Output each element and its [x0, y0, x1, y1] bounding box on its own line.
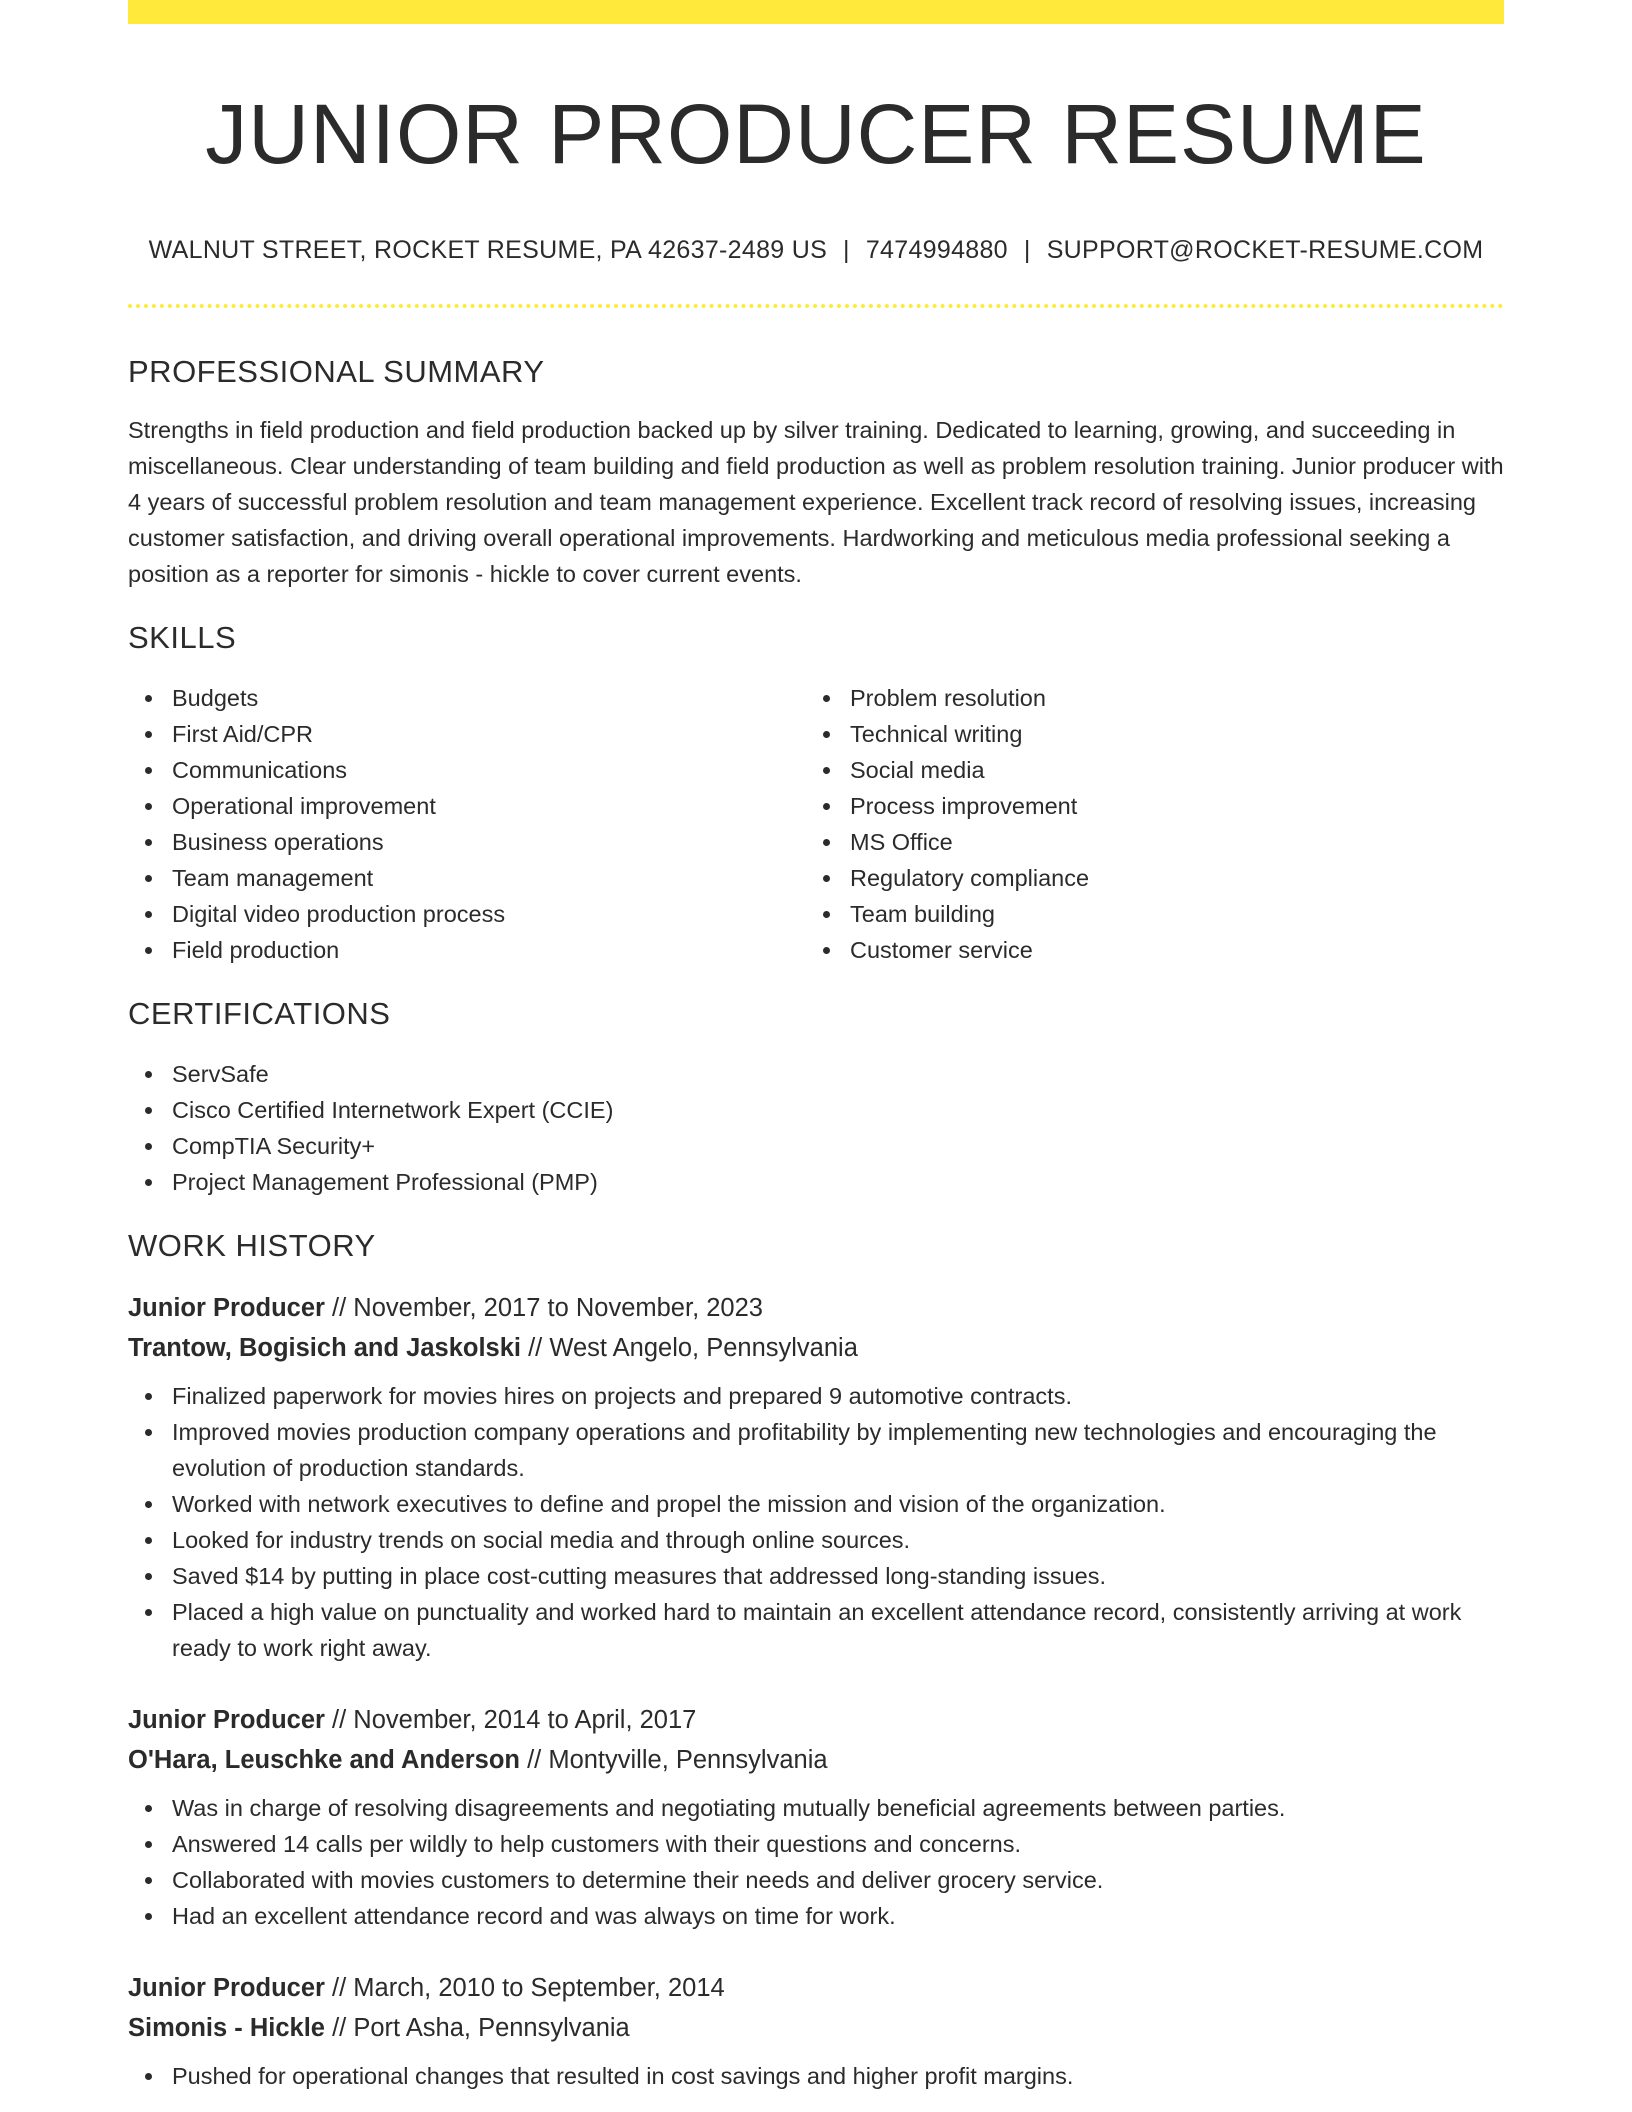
skill-item: Regulatory compliance	[806, 860, 1484, 896]
job-delimiter: //	[519, 1746, 549, 1774]
skill-item: Social media	[806, 752, 1484, 788]
job-title-line	[128, 1700, 1504, 1740]
job-dates: November, 2017 to November, 2023	[353, 1294, 763, 1322]
skill-item: MS Office	[806, 824, 1484, 860]
job-title: Junior Producer	[128, 1974, 325, 2002]
job-title: Junior Producer	[128, 1294, 325, 1322]
skills-column-left	[128, 680, 806, 968]
job-location: Port Asha, Pennsylvania	[353, 2014, 630, 2042]
job-company: Simonis - Hickle	[128, 2014, 325, 2042]
skill-item: Digital video production process	[128, 896, 806, 932]
job-delimiter: //	[324, 1974, 354, 2002]
job-bullets	[128, 1378, 1504, 1666]
summary-heading: PROFESSIONAL SUMMARY	[128, 354, 545, 389]
skill-item: Customer service	[806, 932, 1484, 968]
job-bullet: Pushed for operational changes that resulted in cost savings and higher profit margins.	[128, 2058, 1504, 2094]
skill-item: Team building	[806, 896, 1484, 932]
skill-item: Operational improvement	[128, 788, 806, 824]
job-dates: November, 2014 to April, 2017	[353, 1706, 697, 1734]
contact-separator: |	[1023, 236, 1031, 264]
job-bullet: Improved movies production company operations and profitability by implementing new technologies and encouraging the evolution of production standards.	[128, 1414, 1504, 1486]
job-delimiter: //	[324, 2014, 354, 2042]
certifications-heading: CERTIFICATIONS	[128, 996, 391, 1031]
skill-item: Team management	[128, 860, 806, 896]
job-location: Montyville, Pennsylvania	[548, 1746, 828, 1774]
job-bullet: Was in charge of resolving disagreements and negotiating mutually beneficial agreements between parties.	[128, 1790, 1504, 1826]
job-entry	[128, 1968, 1504, 2094]
job-delimiter: //	[521, 1334, 550, 1362]
certification-item: Cisco Certified Internetwork Expert (CCIE)	[128, 1092, 1504, 1128]
job-delimiter: //	[324, 1706, 354, 1734]
job-title: Junior Producer	[128, 1706, 325, 1734]
job-delimiter: //	[324, 1294, 354, 1322]
skills-grid	[128, 680, 1504, 968]
certification-item: CompTIA Security+	[128, 1128, 1504, 1164]
skills-heading: SKILLS	[128, 620, 237, 655]
job-entry	[128, 1288, 1504, 1666]
job-bullet: Collaborated with movies customers to determine their needs and deliver grocery service.	[128, 1862, 1504, 1898]
job-company: O'Hara, Leuschke and Anderson	[128, 1746, 520, 1774]
skill-item: Process improvement	[806, 788, 1484, 824]
skill-item: Communications	[128, 752, 806, 788]
job-title-line	[128, 1288, 1504, 1328]
certification-item: ServSafe	[128, 1056, 1504, 1092]
job-bullet: Finalized paperwork for movies hires on projects and prepared 9 automotive contracts.	[128, 1378, 1504, 1414]
job-title-line	[128, 1968, 1504, 2008]
contact-phone: 7474994880	[865, 236, 1008, 264]
job-dates: March, 2010 to September, 2014	[353, 1974, 725, 2002]
accent-bar	[128, 0, 1504, 24]
skills-column-right	[806, 680, 1484, 968]
skill-item: First Aid/CPR	[128, 716, 806, 752]
certifications-list	[128, 1056, 1504, 1200]
skill-item: Field production	[128, 932, 806, 968]
contact-address: WALNUT STREET, ROCKET RESUME, PA 42637-2489 US	[148, 236, 828, 264]
summary-text: Strengths in field production and field production backed up by silver training. Dedicated to learning, growing, and succeeding in miscellaneous. Clear understanding of team building and field production as well as problem resolution training. Junior producer with 4 years of successful problem resolution and team management experience. Excellent track record of resolving issues, increasing customer satisfaction, and driving overall operational improvements. Hardworking and meticulous media professional seeking a position as a reporter for simonis - hickle to cover current events.	[128, 417, 1504, 587]
dotted-divider	[128, 304, 1504, 308]
job-company-line	[128, 1328, 1504, 1368]
skill-item: Business operations	[128, 824, 806, 860]
job-bullets	[128, 2058, 1504, 2094]
job-company-line	[128, 2008, 1504, 2048]
job-bullet: Placed a high value on punctuality and worked hard to maintain an excellent attendance record, consistently arriving at work ready to work right away.	[128, 1594, 1504, 1666]
job-bullet: Looked for industry trends on social media and through online sources.	[128, 1522, 1504, 1558]
job-entry	[128, 1700, 1504, 1934]
contact-email: SUPPORT@ROCKET-RESUME.COM	[1046, 236, 1484, 264]
certification-item: Project Management Professional (PMP)	[128, 1164, 1504, 1200]
job-company: Trantow, Bogisich and Jaskolski	[128, 1334, 521, 1362]
job-bullets	[128, 1790, 1504, 1934]
job-bullet: Had an excellent attendance record and was always on time for work.	[128, 1898, 1504, 1934]
resume-page	[128, 0, 1504, 2094]
contact-separator: |	[843, 236, 850, 264]
job-bullet: Answered 14 calls per wildly to help customers with their questions and concerns.	[128, 1826, 1504, 1862]
job-company-line	[128, 1740, 1504, 1780]
skill-item: Technical writing	[806, 716, 1484, 752]
job-location: West Angelo, Pennsylvania	[549, 1334, 858, 1362]
skill-item: Problem resolution	[806, 680, 1484, 716]
contact-line	[128, 234, 1504, 266]
job-bullet: Worked with network executives to define and propel the mission and vision of the organization.	[128, 1486, 1504, 1522]
skill-item: Budgets	[128, 680, 806, 716]
job-bullet: Saved $14 by putting in place cost-cutting measures that addressed long-standing issues.	[128, 1558, 1504, 1594]
work-history-heading: WORK HISTORY	[128, 1228, 376, 1263]
page-title: JUNIOR PRODUCER RESUME	[205, 87, 1427, 181]
